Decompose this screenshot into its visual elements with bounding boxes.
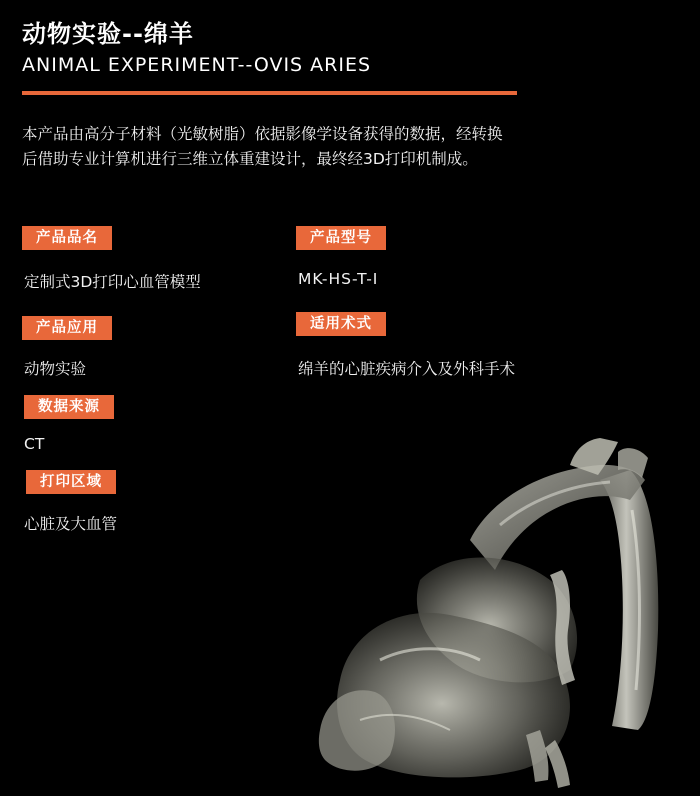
page-subtitle: ANIMAL EXPERIMENT--OVIS ARIES	[22, 54, 372, 76]
page-title: 动物实验--绵羊	[22, 20, 194, 48]
heart-model-image	[300, 430, 700, 796]
data-source-label: 数据来源	[24, 395, 114, 419]
application-label: 产品应用	[22, 316, 112, 340]
descending-aorta-shape	[600, 470, 658, 730]
print-area-value: 心脏及大血管	[24, 515, 118, 533]
application-value: 动物实验	[24, 360, 87, 378]
product-name-label: 产品品名	[22, 226, 112, 250]
data-source-value: CT	[24, 435, 45, 453]
print-area-label: 打印区域	[26, 470, 116, 494]
procedure-value: 绵羊的心脏疾病介入及外科手术	[298, 360, 516, 378]
product-name-value: 定制式3D打印心血管模型	[24, 273, 201, 291]
lower-vessel-shape-2	[545, 740, 570, 788]
product-model-value: MK-HS-T-Ⅰ	[298, 270, 379, 288]
title-divider	[22, 91, 517, 95]
heart-lobe-shape	[319, 690, 395, 770]
intro-paragraph: 本产品由高分子材料（光敏树脂）依据影像学设备获得的数据，经转换后借助专业计算机进行三维立体重建设计，最终经3D打印机制成。	[22, 125, 503, 168]
procedure-label: 适用术式	[296, 312, 386, 336]
product-model-label: 产品型号	[296, 226, 386, 250]
